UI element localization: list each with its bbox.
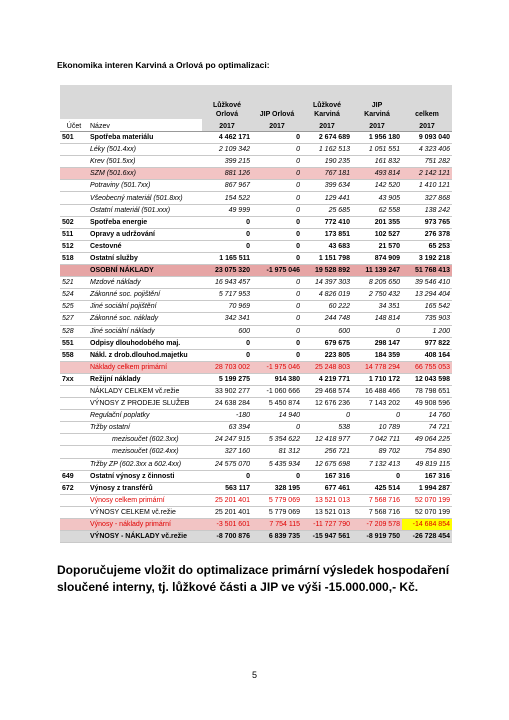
cell-value: 600 xyxy=(202,325,252,337)
cell-value: -180 xyxy=(202,410,252,422)
cell-value: 4 826 019 xyxy=(302,289,352,301)
cell-ucet xyxy=(60,144,88,156)
year-header: 2017 xyxy=(252,119,302,132)
cell-value: 190 235 xyxy=(302,156,352,168)
cell-value: 677 461 xyxy=(302,482,352,494)
cell-value: 154 522 xyxy=(202,192,252,204)
cell-value: 0 xyxy=(252,289,302,301)
cell-nazev: mezisoučet (602.3xx) xyxy=(88,434,202,446)
cell-value: 0 xyxy=(252,313,302,325)
cell-nazev: mezisoučet (602.4xx) xyxy=(88,446,202,458)
cell-value: 600 xyxy=(302,325,352,337)
cell-value: 24 575 070 xyxy=(202,458,252,470)
table-row xyxy=(60,192,452,204)
cell-value: 1 956 180 xyxy=(352,132,402,144)
cell-value: 19 528 892 xyxy=(302,265,352,277)
cell-value: 3 192 218 xyxy=(402,252,452,264)
cell-nazev: VÝNOSY Z PRODEJE SLUŽEB xyxy=(88,398,202,410)
cell-value: 5 450 874 xyxy=(252,398,302,410)
col-ucet-header: Účet xyxy=(60,119,88,132)
cell-value: 7 042 711 xyxy=(352,434,402,446)
table-row xyxy=(60,228,452,240)
cell-value: 4 323 406 xyxy=(402,144,452,156)
cell-value: 5 199 275 xyxy=(202,373,252,385)
cell-value: 1 410 121 xyxy=(402,180,452,192)
cell-value: 66 755 053 xyxy=(402,361,452,373)
table-row xyxy=(60,204,452,216)
table-row xyxy=(60,519,452,531)
cell-value: 25 685 xyxy=(302,204,352,216)
cell-value: 5 435 934 xyxy=(252,458,302,470)
year-header: 2017 xyxy=(302,119,352,132)
cell-value: -15 947 561 xyxy=(302,531,352,543)
table-row xyxy=(60,458,452,470)
cell-value: 49 819 115 xyxy=(402,458,452,470)
cell-ucet: 521 xyxy=(60,277,88,289)
cell-value: -1 975 046 xyxy=(252,265,302,277)
cell-value: 2 142 121 xyxy=(402,168,452,180)
cell-value: 0 xyxy=(252,228,302,240)
cell-value: 0 xyxy=(252,325,302,337)
cell-value: 6 839 735 xyxy=(252,531,302,543)
cell-ucet xyxy=(60,361,88,373)
cell-nazev: VÝNOSY - NÁKLADY vč.režie xyxy=(88,531,202,543)
cell-value: 0 xyxy=(252,156,302,168)
cell-value: 5 779 069 xyxy=(252,494,302,506)
cell-nazev: Tržby ZP (602.3xx a 602.4xx) xyxy=(88,458,202,470)
cell-value: 11 139 247 xyxy=(352,265,402,277)
cell-ucet: 518 xyxy=(60,252,88,264)
cell-nazev: Odpisy dlouhodobého maj. xyxy=(88,337,202,349)
cell-value: 14 760 xyxy=(402,410,452,422)
cell-nazev: Opravy a udržování xyxy=(88,228,202,240)
cell-value: 12 418 977 xyxy=(302,434,352,446)
cell-value: 148 814 xyxy=(352,313,402,325)
cell-value: 867 967 xyxy=(202,180,252,192)
cell-value: 0 xyxy=(302,410,352,422)
cell-value: -8 700 876 xyxy=(202,531,252,543)
cell-nazev: Nákl. z drob.dlouhod.majetku xyxy=(88,349,202,361)
cell-value: 25 201 401 xyxy=(202,506,252,518)
cell-value: 12 043 598 xyxy=(402,373,452,385)
cell-value: 0 xyxy=(352,410,402,422)
cell-nazev: Výnosy z transférů xyxy=(88,482,202,494)
cell-value: 142 520 xyxy=(352,180,402,192)
header-cell: celkem xyxy=(402,85,452,119)
cell-value: 13 294 404 xyxy=(402,289,452,301)
cell-value: 0 xyxy=(252,240,302,252)
table-row xyxy=(60,180,452,192)
table-row xyxy=(60,434,452,446)
cell-nazev: Výnosy celkem primární xyxy=(88,494,202,506)
cell-value: 0 xyxy=(252,204,302,216)
cell-nazev: Zákonné soc. náklady xyxy=(88,313,202,325)
cell-value: 538 xyxy=(302,422,352,434)
table-row xyxy=(60,349,452,361)
cell-value: 0 xyxy=(252,349,302,361)
cell-value: 62 558 xyxy=(352,204,402,216)
table-row xyxy=(60,277,452,289)
cell-value: 65 253 xyxy=(402,240,452,252)
cell-value: 0 xyxy=(252,180,302,192)
cell-value: 0 xyxy=(202,349,252,361)
cell-value: 9 093 040 xyxy=(402,132,452,144)
cell-value: 33 902 277 xyxy=(202,385,252,397)
cell-value: 276 378 xyxy=(402,228,452,240)
table-row xyxy=(60,132,452,144)
cell-value: 10 789 xyxy=(352,422,402,434)
cell-value: 1 200 xyxy=(402,325,452,337)
cell-ucet xyxy=(60,180,88,192)
table-row xyxy=(60,144,452,156)
cell-ucet xyxy=(60,192,88,204)
cell-value: 81 312 xyxy=(252,446,302,458)
cell-nazev: Potraviny (501.7xx) xyxy=(88,180,202,192)
cell-value: 754 890 xyxy=(402,446,452,458)
cell-ucet: 501 xyxy=(60,132,88,144)
header-cell xyxy=(88,85,202,119)
cell-value: 2 109 342 xyxy=(202,144,252,156)
cell-value: 165 542 xyxy=(402,301,452,313)
cell-nazev: Krev (501.5xx) xyxy=(88,156,202,168)
header-row-year xyxy=(60,119,452,132)
cell-value: 25 248 803 xyxy=(302,361,352,373)
cell-value: 5 717 953 xyxy=(202,289,252,301)
cell-value: 89 702 xyxy=(352,446,402,458)
cell-value: 7 143 202 xyxy=(352,398,402,410)
cell-value: 0 xyxy=(252,277,302,289)
cell-value: 679 675 xyxy=(302,337,352,349)
economics-table xyxy=(60,85,452,543)
cell-value: -1 975 046 xyxy=(252,361,302,373)
table-row xyxy=(60,168,452,180)
cell-ucet xyxy=(60,265,88,277)
cell-value: 129 441 xyxy=(302,192,352,204)
cell-value: 0 xyxy=(202,470,252,482)
cell-ucet xyxy=(60,446,88,458)
cell-value: 342 341 xyxy=(202,313,252,325)
cell-ucet xyxy=(60,434,88,446)
cell-value: 7 568 716 xyxy=(352,506,402,518)
cell-value: 1 994 287 xyxy=(402,482,452,494)
cell-nazev: Ostatní služby xyxy=(88,252,202,264)
cell-ucet xyxy=(60,422,88,434)
table-row xyxy=(60,361,452,373)
cell-nazev: Výnosy - náklady primární xyxy=(88,519,202,531)
cell-value: 16 943 457 xyxy=(202,277,252,289)
cell-value: 23 075 320 xyxy=(202,265,252,277)
cell-value: 1 162 513 xyxy=(302,144,352,156)
cell-value: 60 222 xyxy=(302,301,352,313)
cell-value: 13 521 013 xyxy=(302,506,352,518)
cell-value: 0 xyxy=(202,228,252,240)
cell-value: 21 570 xyxy=(352,240,402,252)
table-row xyxy=(60,265,452,277)
cell-value: 408 164 xyxy=(402,349,452,361)
cell-value: 7 132 413 xyxy=(352,458,402,470)
cell-nazev: OSOBNÍ NÁKLADY xyxy=(88,265,202,277)
cell-value: 167 316 xyxy=(402,470,452,482)
cell-value: 49 999 xyxy=(202,204,252,216)
cell-value: 13 521 013 xyxy=(302,494,352,506)
cell-ucet: 527 xyxy=(60,313,88,325)
cell-ucet: 551 xyxy=(60,337,88,349)
cell-value: 74 721 xyxy=(402,422,452,434)
cell-value: -1 060 666 xyxy=(252,385,302,397)
cell-value: 184 359 xyxy=(352,349,402,361)
page-number: 5 xyxy=(251,670,257,680)
table-row xyxy=(60,240,452,252)
table-row xyxy=(60,373,452,385)
cell-value: -8 919 750 xyxy=(352,531,402,543)
cell-value: 7 568 716 xyxy=(352,494,402,506)
cell-value: 0 xyxy=(252,144,302,156)
table-row xyxy=(60,446,452,458)
cell-ucet: 525 xyxy=(60,301,88,313)
cell-ucet: 672 xyxy=(60,482,88,494)
cell-value: 973 765 xyxy=(402,216,452,228)
cell-value: 24 247 915 xyxy=(202,434,252,446)
cell-value: 0 xyxy=(252,252,302,264)
cell-value: 2 750 432 xyxy=(352,289,402,301)
cell-nazev: Režijní náklady xyxy=(88,373,202,385)
table-row xyxy=(60,531,452,543)
cell-value: 0 xyxy=(252,337,302,349)
cell-value: 0 xyxy=(202,337,252,349)
cell-value: 977 822 xyxy=(402,337,452,349)
cell-value: 138 242 xyxy=(402,204,452,216)
cell-nazev: Zákonné soc. pojištění xyxy=(88,289,202,301)
document-title: Ekonomika interen Karviná a Orlová po optimalizaci: xyxy=(57,60,270,70)
cell-value: 167 316 xyxy=(302,470,352,482)
cell-nazev: Náklady celkem primární xyxy=(88,361,202,373)
cell-value: 52 070 199 xyxy=(402,506,452,518)
table-row xyxy=(60,252,452,264)
cell-value: 14 940 xyxy=(252,410,302,422)
cell-ucet xyxy=(60,204,88,216)
header-cell: JIP Orlová xyxy=(252,85,302,119)
cell-nazev: Cestovné xyxy=(88,240,202,252)
cell-ucet: 649 xyxy=(60,470,88,482)
cell-value: 24 638 284 xyxy=(202,398,252,410)
cell-ucet: 524 xyxy=(60,289,88,301)
header-cell: JIP Karviná xyxy=(352,85,402,119)
cell-nazev: Spotřeba energie xyxy=(88,216,202,228)
cell-value: 0 xyxy=(202,216,252,228)
cell-value: 5 779 069 xyxy=(252,506,302,518)
cell-value: 102 527 xyxy=(352,228,402,240)
table-row xyxy=(60,398,452,410)
cell-ucet xyxy=(60,156,88,168)
cell-value: 28 703 002 xyxy=(202,361,252,373)
cell-value: 16 488 466 xyxy=(352,385,402,397)
year-header: 2017 xyxy=(202,119,252,132)
cell-value: 25 201 401 xyxy=(202,494,252,506)
cell-ucet xyxy=(60,385,88,397)
cell-ucet: 7xx xyxy=(60,373,88,385)
cell-ucet xyxy=(60,494,88,506)
table-row xyxy=(60,156,452,168)
cell-value: 244 748 xyxy=(302,313,352,325)
cell-value: 8 205 650 xyxy=(352,277,402,289)
cell-nazev: Regulační poplatky xyxy=(88,410,202,422)
cell-nazev: Tržby ostatní xyxy=(88,422,202,434)
cell-value: 399 634 xyxy=(302,180,352,192)
cell-value: 0 xyxy=(252,422,302,434)
cell-ucet xyxy=(60,506,88,518)
cell-nazev: Všeobecný materiál (501.8xx) xyxy=(88,192,202,204)
cell-ucet xyxy=(60,519,88,531)
cell-value: 52 070 199 xyxy=(402,494,452,506)
cell-ucet: 511 xyxy=(60,228,88,240)
cell-value: -14 684 854 xyxy=(402,519,452,531)
cell-value: 1 710 172 xyxy=(352,373,402,385)
table-row xyxy=(60,337,452,349)
cell-nazev: Jiné sociální náklady xyxy=(88,325,202,337)
cell-value: 51 768 413 xyxy=(402,265,452,277)
cell-value: 0 xyxy=(352,325,402,337)
cell-value: 173 851 xyxy=(302,228,352,240)
cell-value: 78 798 651 xyxy=(402,385,452,397)
cell-value: 49 064 225 xyxy=(402,434,452,446)
cell-nazev: Ostatní materiál (501.xxx) xyxy=(88,204,202,216)
cell-value: 1 051 551 xyxy=(352,144,402,156)
table-row xyxy=(60,325,452,337)
cell-value: 5 354 622 xyxy=(252,434,302,446)
recommendation-text: Doporučujeme vložit do optimalizace primární výsledek hospodaření sloučené interny, tj. lůžkové části a JIP ve výši -15.000.000,- Kč. xyxy=(57,563,450,594)
year-header: 2017 xyxy=(352,119,402,132)
table-row xyxy=(60,301,452,313)
cell-value: 223 805 xyxy=(302,349,352,361)
header-row-group xyxy=(60,85,452,119)
cell-value: 70 969 xyxy=(202,301,252,313)
cell-nazev: NÁKLADY CELKEM vč.režie xyxy=(88,385,202,397)
table-row xyxy=(60,494,452,506)
table-row xyxy=(60,216,452,228)
cell-value: 0 xyxy=(252,168,302,180)
cell-value: 914 380 xyxy=(252,373,302,385)
cell-value: 2 674 689 xyxy=(302,132,352,144)
cell-nazev: SZM (501.6xx) xyxy=(88,168,202,180)
cell-nazev: Ostatní výnosy z činnosti xyxy=(88,470,202,482)
cell-value: 29 468 574 xyxy=(302,385,352,397)
cell-ucet: 512 xyxy=(60,240,88,252)
cell-value: 1 165 511 xyxy=(202,252,252,264)
cell-value: 12 676 236 xyxy=(302,398,352,410)
cell-value: 0 xyxy=(252,301,302,313)
cell-ucet: 502 xyxy=(60,216,88,228)
cell-value: 0 xyxy=(252,216,302,228)
cell-ucet xyxy=(60,531,88,543)
cell-ucet xyxy=(60,410,88,422)
cell-value: 399 215 xyxy=(202,156,252,168)
table-row xyxy=(60,410,452,422)
cell-nazev: VÝNOSY CELKEM vč.režie xyxy=(88,506,202,518)
cell-value: 161 832 xyxy=(352,156,402,168)
year-header: 2017 xyxy=(402,119,452,132)
cell-value: 12 675 698 xyxy=(302,458,352,470)
cell-value: 881 126 xyxy=(202,168,252,180)
cell-value: 772 410 xyxy=(302,216,352,228)
cell-value: 14 778 294 xyxy=(352,361,402,373)
cell-nazev: Mzdové náklady xyxy=(88,277,202,289)
cell-value: 1 151 798 xyxy=(302,252,352,264)
cell-value: 4 219 771 xyxy=(302,373,352,385)
cell-value: 735 903 xyxy=(402,313,452,325)
cell-value: 0 xyxy=(252,470,302,482)
cell-value: 298 147 xyxy=(352,337,402,349)
cell-value: 63 394 xyxy=(202,422,252,434)
table-row xyxy=(60,506,452,518)
cell-value: 493 814 xyxy=(352,168,402,180)
cell-value: 4 462 171 xyxy=(202,132,252,144)
table-row xyxy=(60,470,452,482)
table-row xyxy=(60,482,452,494)
table-row xyxy=(60,289,452,301)
table-row xyxy=(60,422,452,434)
table-row xyxy=(60,313,452,325)
cell-ucet: 528 xyxy=(60,325,88,337)
cell-value: 49 908 596 xyxy=(402,398,452,410)
cell-value: 751 282 xyxy=(402,156,452,168)
cell-value: 43 905 xyxy=(352,192,402,204)
cell-value: 39 546 410 xyxy=(402,277,452,289)
cell-value: 0 xyxy=(202,240,252,252)
cell-value: -11 727 790 xyxy=(302,519,352,531)
cell-ucet xyxy=(60,168,88,180)
header-cell: Lůžkové Orlová xyxy=(202,85,252,119)
cell-nazev: Léky (501.4xx) xyxy=(88,144,202,156)
cell-value: -26 728 454 xyxy=(402,531,452,543)
cell-value: 425 514 xyxy=(352,482,402,494)
cell-value: 0 xyxy=(252,192,302,204)
cell-value: -3 501 601 xyxy=(202,519,252,531)
cell-nazev: Spotřeba materiálu xyxy=(88,132,202,144)
cell-ucet: 558 xyxy=(60,349,88,361)
cell-value: 563 117 xyxy=(202,482,252,494)
header-cell: Lůžkové Karviná xyxy=(302,85,352,119)
cell-ucet xyxy=(60,458,88,470)
cell-value: 767 181 xyxy=(302,168,352,180)
cell-value: 327 160 xyxy=(202,446,252,458)
cell-value: 874 909 xyxy=(352,252,402,264)
cell-value: 14 397 303 xyxy=(302,277,352,289)
cell-value: 7 754 115 xyxy=(252,519,302,531)
cell-value: 256 721 xyxy=(302,446,352,458)
cell-value: 0 xyxy=(352,470,402,482)
cell-value: 34 351 xyxy=(352,301,402,313)
cell-ucet xyxy=(60,398,88,410)
header-cell xyxy=(60,85,88,119)
cell-value: 327 868 xyxy=(402,192,452,204)
col-nazev-header: Název xyxy=(88,119,202,132)
table-row xyxy=(60,385,452,397)
cell-value: -7 209 578 xyxy=(352,519,402,531)
cell-value: 43 683 xyxy=(302,240,352,252)
cell-value: 328 195 xyxy=(252,482,302,494)
cell-value: 0 xyxy=(252,132,302,144)
cell-nazev: Jiné sociální pojištění xyxy=(88,301,202,313)
cell-value: 201 355 xyxy=(352,216,402,228)
